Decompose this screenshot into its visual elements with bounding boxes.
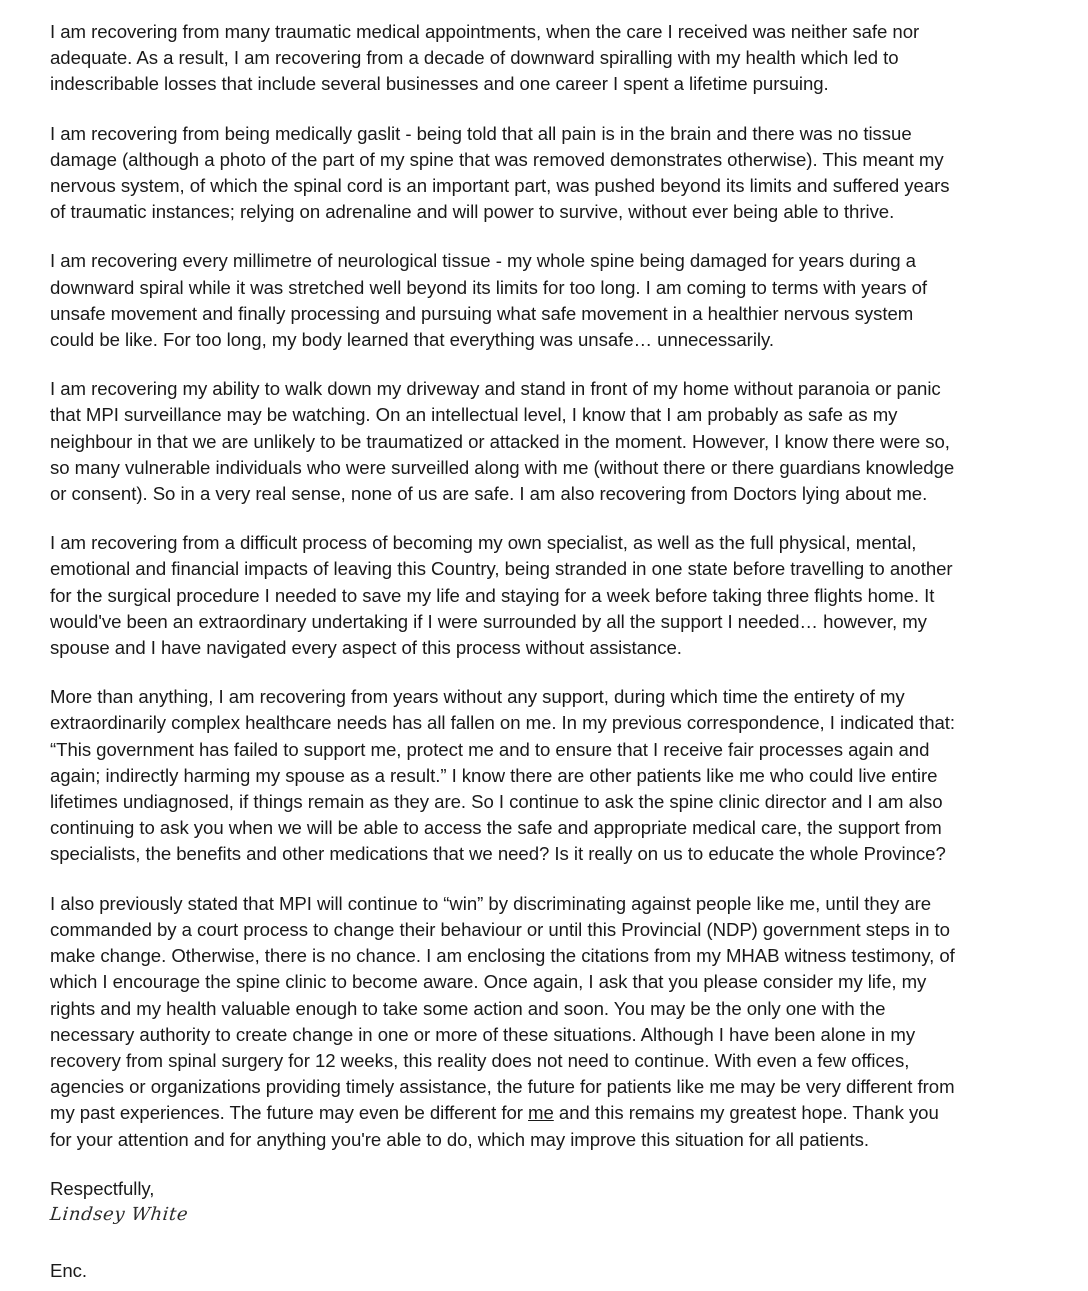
handwritten-signature: Lindsey White — [48, 1203, 190, 1225]
text-line: neighbour in that we are unlikely to be traumatized or attacked in the moment. However, I know there were so, — [50, 430, 950, 452]
text-line: agencies or organizations providing timely assistance, the future for patients like me may be very different from — [50, 1076, 955, 1098]
text-line: that MPI surveillance may be watching. On an intellectual level, I know that I am probably as safe as my — [50, 404, 898, 426]
text-line: commanded by a court process to change their behaviour or until this Provincial (NDP) government steps in to — [50, 918, 950, 940]
text-segment: my past experiences. The future may even be different for — [50, 1102, 529, 1124]
text-line: would've been an extraordinary undertaking if I were surrounded by all the support I needed… however, my — [50, 610, 927, 632]
text-line: lifetimes undiagnosed, if things remain as they are. So I continue to ask the spine clinic director and I am also — [50, 791, 943, 813]
paragraph-2 — [50, 121, 1060, 226]
text-line: specialists, the benefits and other medications that we need? Is it really on us to educate the whole Province? — [50, 843, 946, 865]
paragraph-1 — [50, 19, 1060, 98]
text-line: or consent). So in a very real sense, none of us are safe. I am also recovering from Doctors lying about me. — [50, 483, 928, 505]
text-line: for your attention and for anything you're able to do, which may improve this situation for all patients. — [50, 1128, 869, 1150]
text-line: for the surgical procedure I needed to save my life and staying for a week before taking three flights home. It — [50, 584, 935, 606]
paragraph-7 — [50, 891, 1060, 1153]
closing-salutation: Respectfully, — [50, 1177, 155, 1199]
text-line: I am recovering from being medically gaslit - being told that all pain is in the brain and there was no tissue — [50, 122, 912, 144]
text-line: rights and my health valuable enough to take some action and soon. You may be the only one with the — [50, 997, 886, 1019]
paragraph-4 — [50, 376, 1060, 507]
text-line: spouse and I have navigated every aspect of this process without assistance. — [50, 637, 682, 659]
text-line: continuing to ask you when we will be able to access the safe and appropriate medical care, the support from — [50, 817, 942, 839]
text-line: of traumatic instances; relying on adrenaline and will power to survive, without ever being able to thrive. — [50, 201, 895, 223]
text-line: I am recovering from many traumatic medical appointments, when the care I received was neither safe nor — [50, 21, 920, 42]
text-line: which I encourage the spine clinic to become aware. Once again, I ask that you please consider my life, my — [50, 971, 927, 993]
underlined-word: me — [528, 1102, 554, 1124]
letter-closing — [50, 1176, 1060, 1284]
text-segment: and this remains my greatest hope. Thank you — [553, 1102, 939, 1124]
text-line: indescribable losses that include several businesses and one career I spent a lifetime pursuing. — [50, 73, 829, 95]
text-line: make change. Otherwise, there is no chance. I am enclosing the citations from my MHAB witness testimony, of — [50, 945, 955, 967]
text-line: I also previously stated that MPI will continue to “win” by discriminating against people like me, until they are — [50, 892, 932, 914]
text-line: emotional and financial impacts of leaving this Country, being stranded in one state before travelling to another — [50, 558, 953, 580]
text-line: nervous system, of which the spinal cord is an important part, was pushed beyond its limits and suffered years — [50, 175, 950, 197]
letter-page — [50, 19, 1060, 1284]
text-line: More than anything, I am recovering from years without any support, during which time the entirety of my — [50, 686, 905, 708]
text-line: again; indirectly harming my spouse as a result.” I know there are other patients like me who could live entire — [50, 764, 938, 786]
text-line: adequate. As a result, I am recovering from a decade of downward spiralling with my health which led to — [50, 47, 899, 69]
text-line: necessary authority to create change in one or more of these situations. Although I have been alone in my — [50, 1023, 916, 1045]
text-line: I am recovering my ability to walk down my driveway and stand in front of my home without paranoia or panic — [50, 378, 941, 400]
text-line: damage (although a photo of the part of my spine that was removed demonstrates otherwise). This meant my — [50, 148, 944, 170]
enclosure-note: Enc. — [50, 1259, 88, 1281]
text-line: I am recovering every millimetre of neurological tissue - my whole spine being damaged for years during a — [50, 250, 916, 272]
paragraph-5 — [50, 530, 1060, 661]
paragraph-3 — [50, 248, 1060, 353]
text-line: could be like. For too long, my body learned that everything was unsafe… unnecessarily. — [50, 329, 774, 351]
text-line-with-emphasis — [50, 1100, 1060, 1126]
text-line: “This government has failed to support me, protect me and to ensure that I receive fair processes again and — [50, 738, 930, 760]
text-line: unsafe movement and finally processing and pursuing what safe movement in a healthier nervous system — [50, 302, 914, 324]
paragraph-6 — [50, 684, 1060, 867]
text-line: recovery from spinal surgery for 12 weeks, this reality does not need to continue. With even a few offices, — [50, 1049, 910, 1071]
text-line: extraordinarily complex healthcare needs has all fallen on me. In my previous correspondence, I indicated that: — [50, 712, 956, 734]
text-line: I am recovering from a difficult process of becoming my own specialist, as well as the full physical, mental, — [50, 532, 917, 554]
text-line: so many vulnerable individuals who were surveilled along with me (without there or there guardians knowledge — [50, 456, 955, 478]
text-line: downward spiral while it was stretched well beyond its limits for too long. I am coming to terms with years of — [50, 276, 928, 298]
